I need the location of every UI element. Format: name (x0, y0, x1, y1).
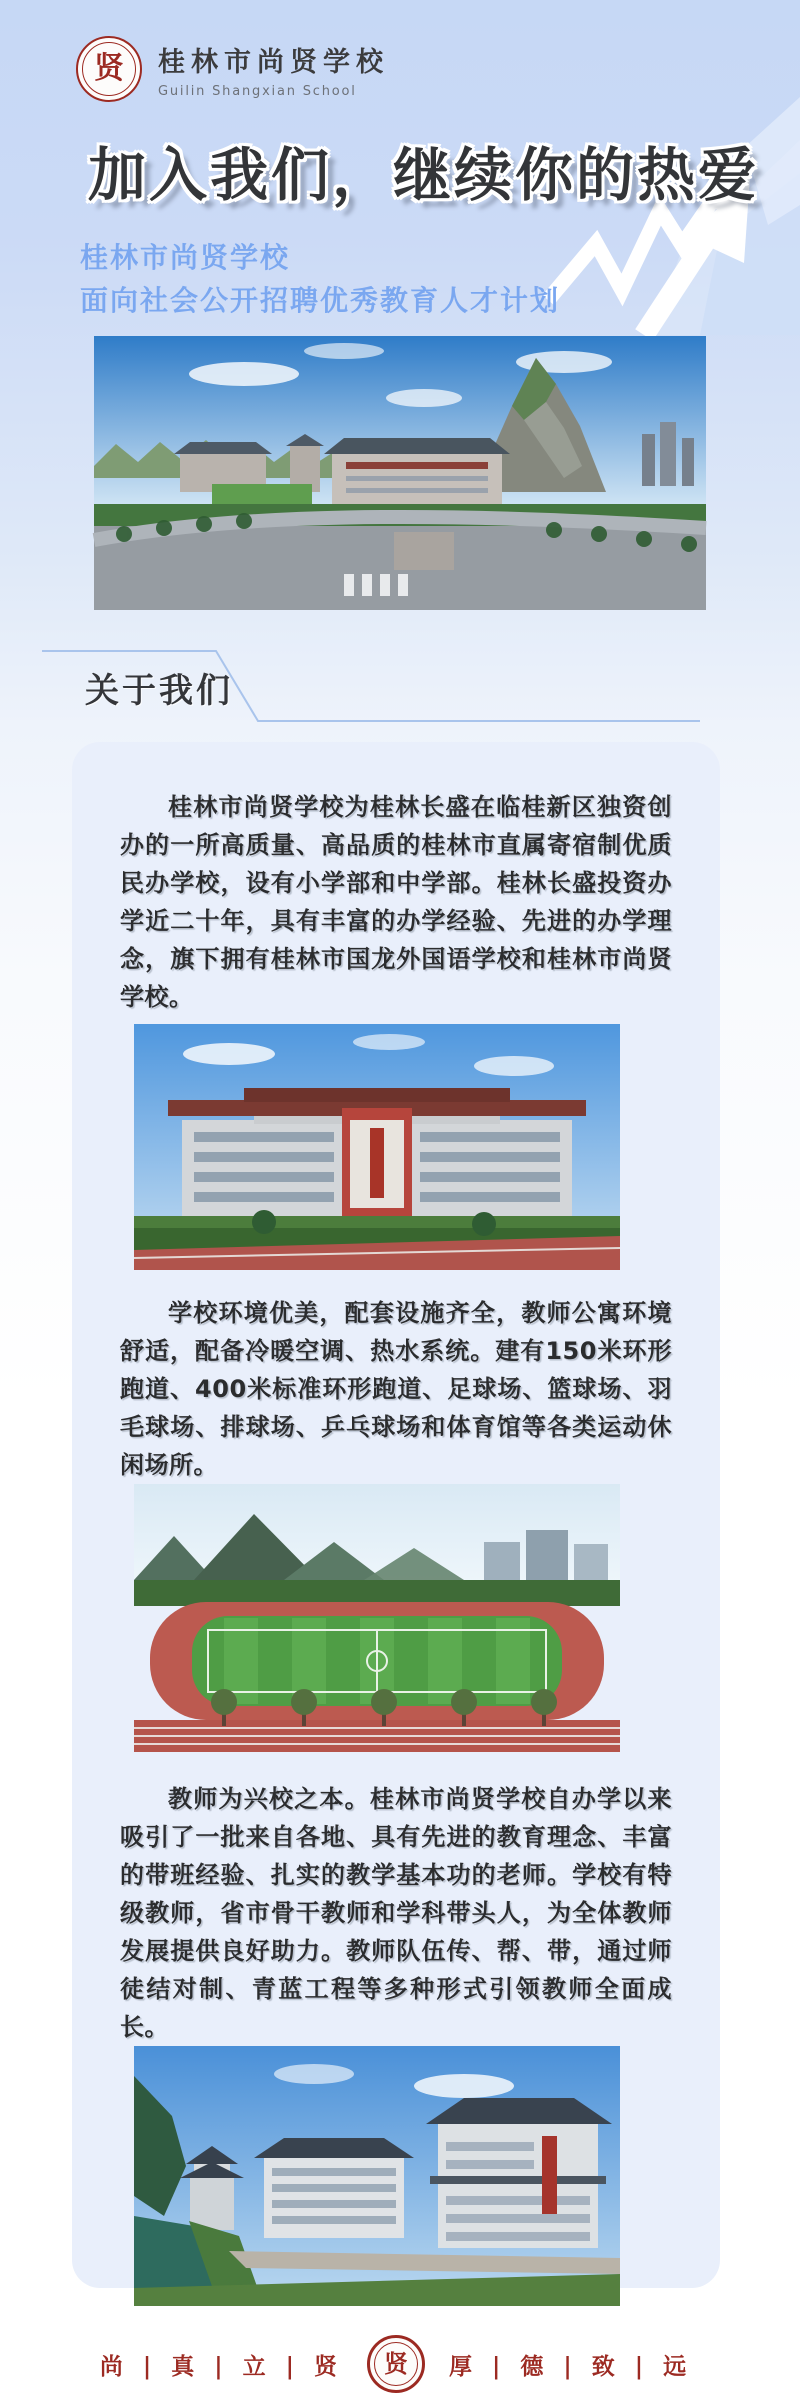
about-paragraph-2: 学校环境优美，配套设施齐全，教师公寓环境舒适，配备冷暖空调、热水系统。建有150米环形跑道、400米标准环形跑道、足球场、篮球场、羽毛球场、排球场、乒乓球场和体育馆等各类运动休闲场所。 (120, 1299, 672, 1479)
footer-motto (72, 2336, 720, 2392)
about-section-head (0, 645, 800, 727)
motto-left: 尚 | 真 | 立 | 贤 (99, 2352, 343, 2380)
school-seal-logo (76, 36, 142, 102)
footer-seal-logo (367, 2335, 425, 2393)
footer-seal-inner-ring (374, 2342, 418, 2386)
about-card (72, 742, 720, 2380)
motto-right: 厚 | 德 | 致 | 远 (449, 2352, 693, 2380)
section-title: 关于我们 (85, 671, 233, 711)
school-name-en: Guilin Shangxian School (158, 83, 357, 99)
school-name-cn: 桂林市尚贤学校 (158, 46, 389, 78)
seal-character: 贤 (94, 51, 124, 86)
about-paragraph-1: 桂林市尚贤学校为桂林长盛在临桂新区独资创办的一所高质量、高品质的桂林市直属寄宿制优质民办学校，设有小学部和中学部。桂林长盛投资办学近二十年，具有丰富的办学经验、先进的办学理念，旗下拥有桂林市国龙外国语学校和桂林市尚贤学校。 (120, 793, 672, 1011)
footer-seal-character: 贤 (384, 2349, 408, 2378)
hero-subtitle-line1: 桂林市尚贤学校 (80, 241, 291, 274)
school-building-photo (134, 1024, 620, 1270)
header-brand (76, 36, 389, 102)
hero-title: 加入我们，继续你的热爱 (88, 141, 760, 209)
sports-field-photo (134, 1484, 620, 1752)
about-paragraph-3: 教师为兴校之本。桂林市尚贤学校自办学以来吸引了一批来自各地、具有先进的教育理念、丰富的带班经验、扎实的教学基本功的老师。学校有特级教师，省市骨干教师和学科带头人，为全体教师发展提供良好助力。教师队伍传、帮、带，通过师徒结对制、青蓝工程等多种形式引领教师全面成长。 (120, 1785, 672, 2041)
brand-text (158, 40, 389, 99)
hero-subtitle-line2: 面向社会公开招聘优秀教育人才计划 (80, 284, 561, 317)
hero-subtitle (80, 236, 560, 322)
campus-buildings-photo (134, 2046, 620, 2306)
campus-aerial-panorama-photo (94, 336, 706, 610)
seal-inner-ring (82, 42, 136, 96)
